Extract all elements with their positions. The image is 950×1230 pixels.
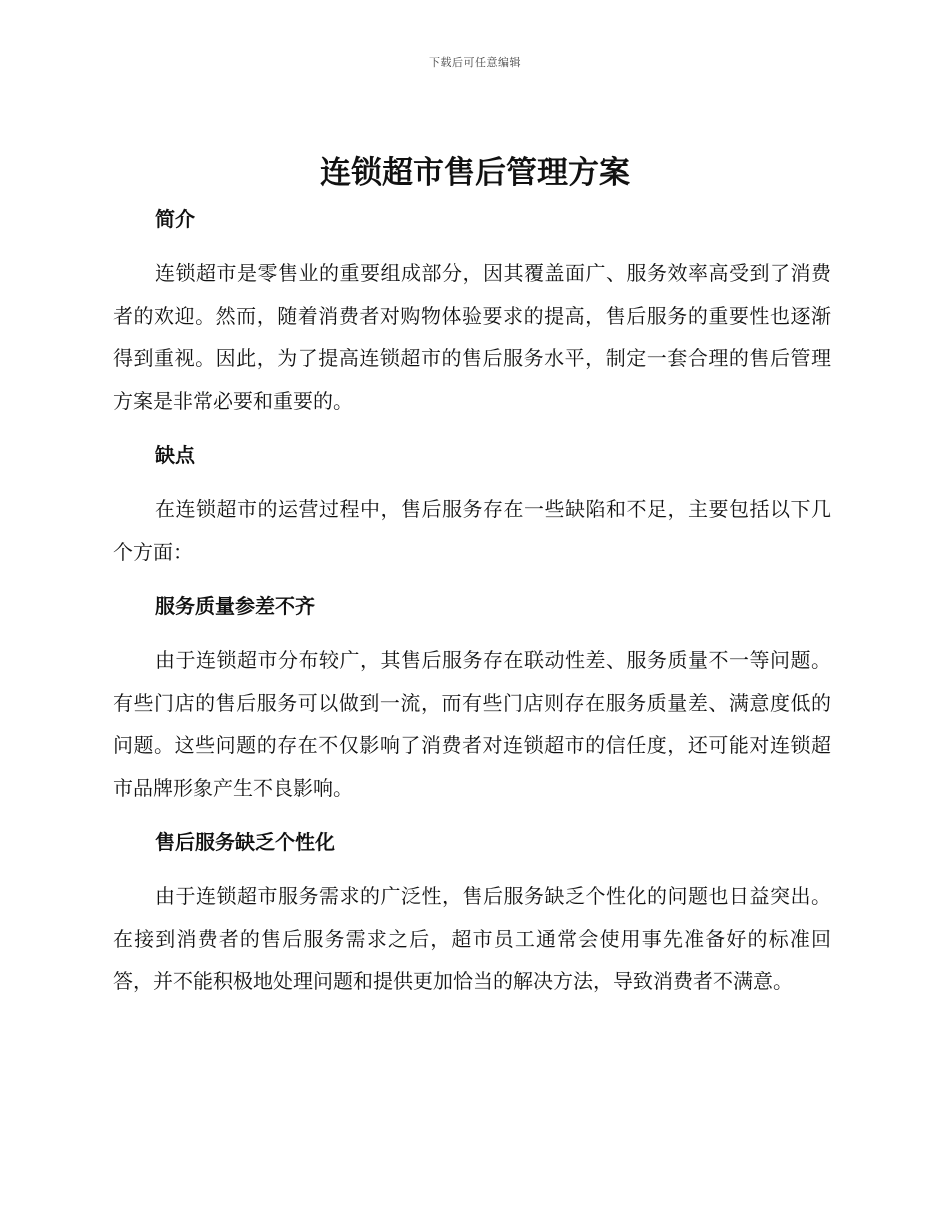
- section-heading-personalization: 售后服务缺乏个性化: [155, 830, 335, 854]
- section-heading-shortcomings: 缺点: [155, 443, 195, 467]
- section-paragraph-quality: 由于连锁超市分布较广，其售后服务存在联动性差、服务质量不一等问题。有些门店的售后服务可以做到一流，而有些门店则存在服务质量差、满意度低的问题。这些问题的存在不仅影响了消费者对连锁超市的信任度，还可能对连锁超市品牌形象产生不良影响。: [113, 648, 831, 800]
- section-paragraph-shortcomings: 在连锁超市的运营过程中，售后服务存在一些缺陷和不足，主要包括以下几个方面：: [113, 497, 831, 564]
- document-title: 连锁超市售后管理方案: [320, 155, 630, 191]
- section-paragraph-intro: 连锁超市是零售业的重要组成部分，因其覆盖面广、服务效率高受到了消费者的欢迎。然而，随着消费者对购物体验要求的提高，售后服务的重要性也逐渐得到重视。因此，为了提高连锁超市的售后服务水平，制定一套合理的售后管理方案是非常必要和重要的。: [113, 261, 831, 413]
- section-heading-intro: 简介: [155, 207, 195, 231]
- section-heading-quality: 服务质量参差不齐: [155, 594, 315, 618]
- section-paragraph-personalization: 由于连锁超市服务需求的广泛性，售后服务缺乏个性化的问题也日益突出。在接到消费者的售后服务需求之后，超市员工通常会使用事先准备好的标准回答，并不能积极地处理问题和提供更加恰当的解决方法，导致消费者不满意。: [113, 884, 831, 993]
- header-note: 下载后可任意编辑: [429, 56, 521, 69]
- document-body: [113, 198, 831, 1003]
